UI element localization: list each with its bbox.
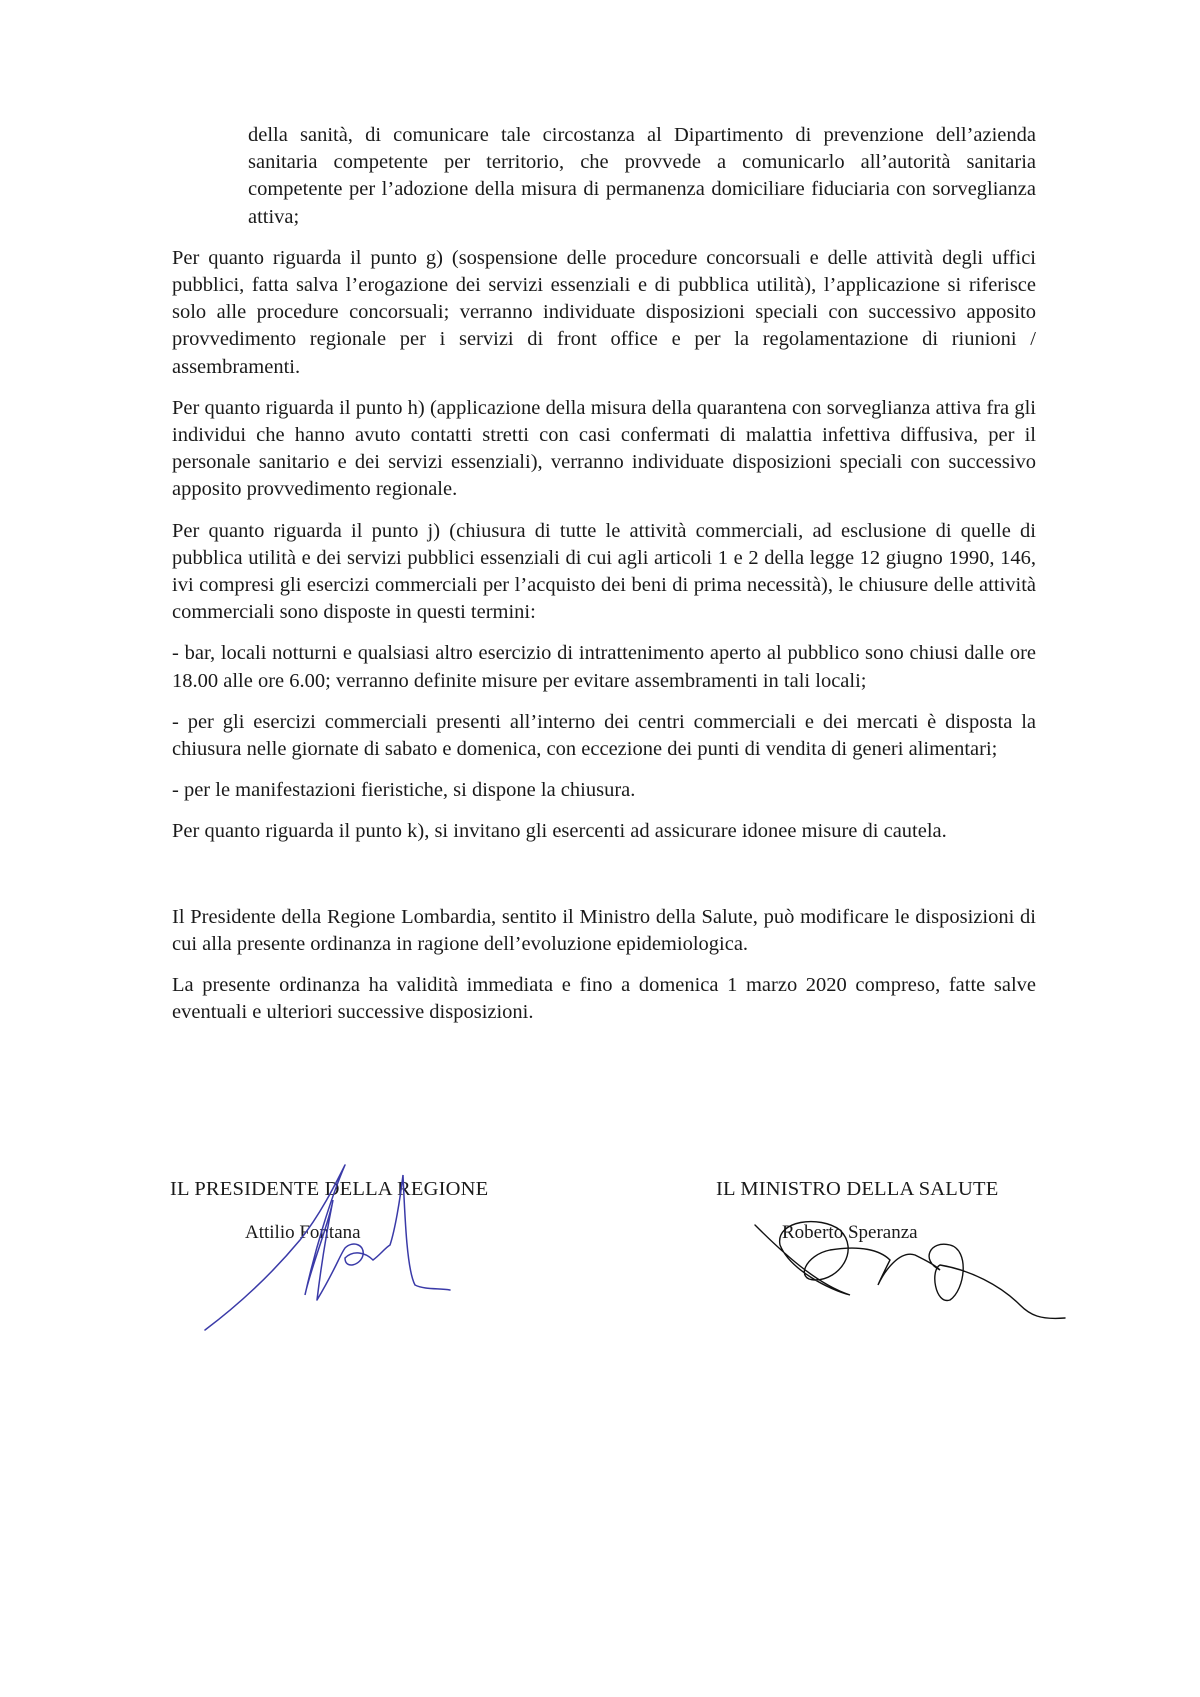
handwritten-signature-icon xyxy=(195,1160,455,1340)
spacer xyxy=(172,860,1036,904)
list-item-bar: - bar, locali notturni e qualsiasi altro esercizio di intrattenimento aperto al pubblico sono chiusi dalle ore 18.00 alle ore 6.00; verranno definite misure per evitare assembramenti in tali locali; xyxy=(172,642,1036,692)
paragraph-point-h: Per quanto riguarda il punto h) (applicazione della misura della quarantena con sorveglianza attiva fra gli individui che hanno avuto contatti stretti con casi confermati di malattia infettiva diffusiva, per il personale sanitario e dei servizi essenziali), verranno individuate disposizioni speciali con successivo apposito provvedimento regionale. xyxy=(172,396,1036,501)
handwritten-signature-icon xyxy=(750,1210,1070,1340)
paragraph-president-modify: Il Presidente della Regione Lombardia, sentito il Ministro della Salute, può modificare le disposizioni di cui alla presente ordinanza in ragione dell’evoluzione epidemiologica. xyxy=(172,905,1036,955)
list-item-fairs: - per le manifestazioni fieristiche, si dispone la chiusura. xyxy=(172,779,636,802)
signature-name-speranza: Roberto Speranza xyxy=(782,1222,918,1243)
paragraph-point-g: Per quanto riguarda il punto g) (sospensione delle procedure concorsuali e delle attività degli uffici pubblici, fatta salva l’erogazione dei servizi essenziali e di pubblica utilità), l’applicazione si riferisce solo alle procedure concorsuali; verranno individuate disposizioni speciali con successivo apposito provvedimento regionale per i servizi di front office e per la regolamentazione di riunioni / assembramenti. xyxy=(172,246,1036,378)
document-body xyxy=(172,122,1036,1040)
signature-name-fontana: Attilio Fontana xyxy=(245,1222,361,1243)
signature-title-minister: IL MINISTRO DELLA SALUTE xyxy=(716,1178,999,1200)
list-item-commercial: - per gli esercizi commerciali presenti all’interno dei centri commerciali e dei mercati è disposta la chiusura nelle giornate di sabato e domenica, con eccezione dei punti di vendita di generi alimentari; xyxy=(172,710,1036,761)
paragraph-point-j: Per quanto riguarda il punto j) (chiusura di tutte le attività commerciali, ad esclusione di quelle di pubblica utilità e dei servizi pubblici essenziali di cui agli articoli 1 e 2 della legge 12 giugno 1990, 146, ivi compresi gli esercizi commerciali per l’acquisto dei beni di prima necessità), le chiusure delle attività commerciali sono disposte in questi termini: xyxy=(172,519,1036,624)
signature-title-president: IL PRESIDENTE DELLA REGIONE xyxy=(170,1178,489,1200)
paragraph-continuation: della sanità, di comunicare tale circostanza al Dipartimento di prevenzione dell’azienda sanitaria competente per territorio, che provvede a comunicarlo all’autorità sanitaria competente per l’adozione della misura di permanenza domiciliare fiduciaria con sorveglianza attiva; xyxy=(248,124,1036,228)
paragraph-point-k: Per quanto riguarda il punto k), si invitano gli esercenti ad assicurare idonee misure di cautela. xyxy=(172,820,947,843)
paragraph-validity: La presente ordinanza ha validità immediata e fino a domenica 1 marzo 2020 compreso, fatte salve eventuali e ulteriori successive disposizioni. xyxy=(172,974,1036,1024)
